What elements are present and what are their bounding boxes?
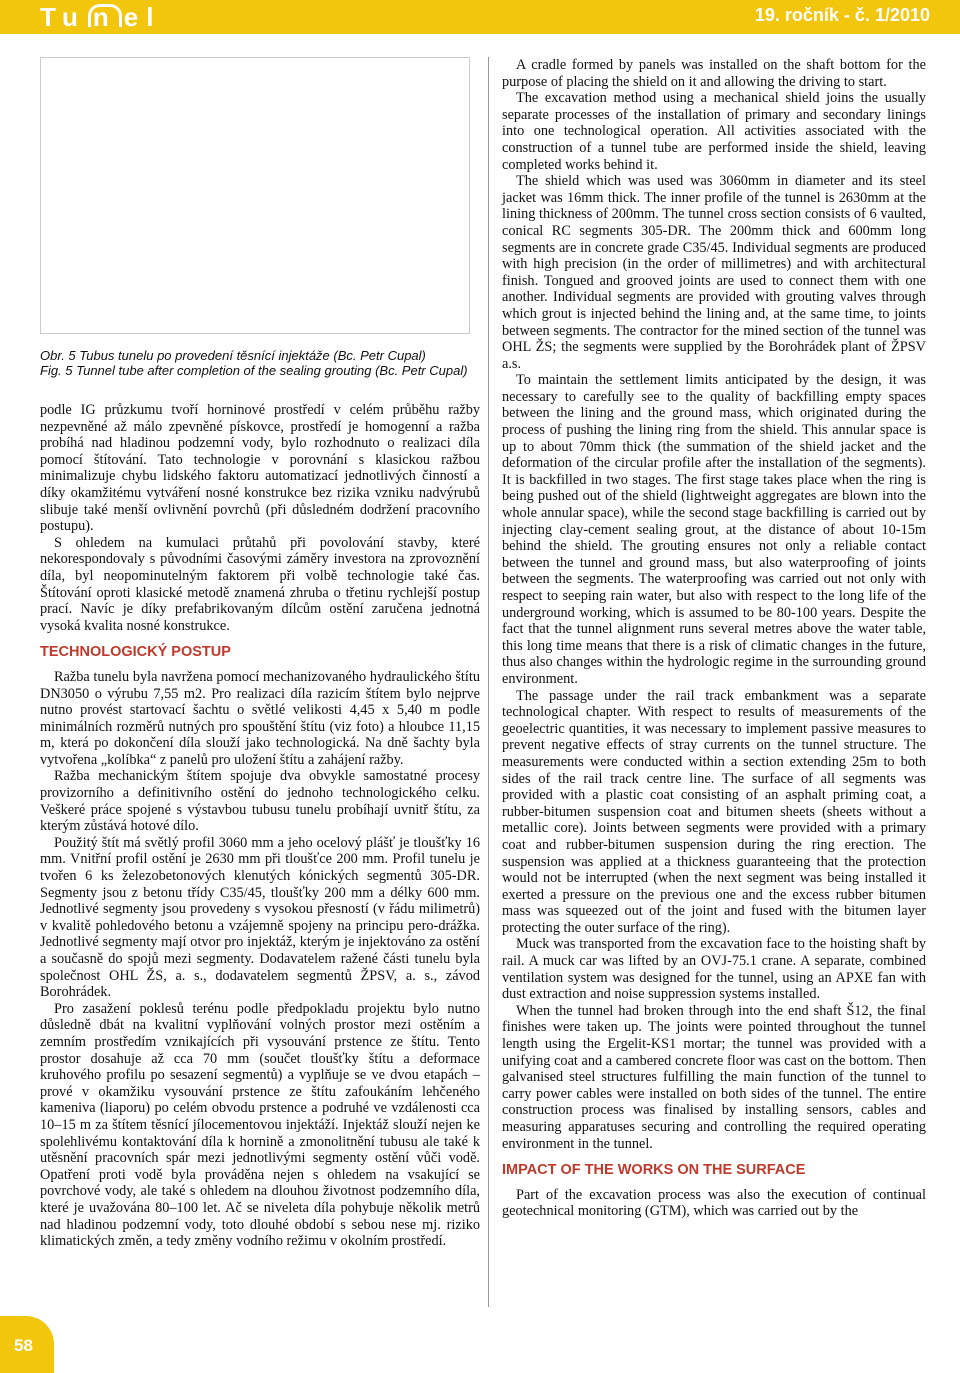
left-column	[40, 402, 480, 1250]
figure-caption	[40, 348, 480, 378]
right-column	[502, 57, 926, 1220]
caption-en: Fig. 5 Tunnel tube after completion of the sealing grouting (Bc. Petr Cupal)	[40, 363, 468, 378]
left-paragraph: podle IG průzkumu tvoří horninové prostředí v celém průběhu ražby nezpevněné až málo zpevněné pískovce, prostředí je homogenní a ražba probíhá nad hladinou podzemní vody, bylo rozhodnuto o realizaci díla pomocí štítování. Tato technologie v porovnání s klasickou ražbou minimalizuje chybu lidského faktoru automatizací jednotlivých činností a díky okamžitému vytváření nosné konstrukce bez rizika vzniku nadvýrubů slibuje také menší ovlivnění povrchů (při důsledném dodržení pracovního postupu).	[40, 402, 480, 535]
issue-label: 19. ročník - č. 1/2010	[754, 5, 930, 25]
right-paragraph: Part of the excavation process was also the execution of continual geotechnical monitoring (GTM), which was carried out by the	[502, 1186, 926, 1220]
right-paragraph: The shield which was used was 3060mm in diameter and its steel jacket was 16mm thick. The inner profile of the tunnel is 2630mm at the lining thickness of 200mm. The tunnel cross section consists of 6 vaulted, conical RC segments 305-DR. The 200mm thick and 600mm long segments are in concrete grade C35/45. Individual segments are produced with high precision (in the order of millimetres) and with architectural finish. Tongued and grooved joints are used to connect them with one another. Individual segments are provided with grouting valves through which grout is injected behind the lining and, at the same time, to joints between segments. The contractor for the mined section of the tunnel was OHL ŽS; the segments were supplied by the Borohrádek plant of ŽPSV a.s.	[502, 173, 926, 372]
left-paragraph: Pro zasažení poklesů terénu podle předpokladu projektu bylo nutno důsledně dbát na kvalitní vyplňování volných prostor mezi ostěním a zemním prostředím vznikajících při vysouvání prstence ze štítu. Tento prostor dosahuje až cca 70 mm (součet tloušťky štítu a deformace kruhového profilu po sesazení segmentů) a vyplňuje se ve dvou etapách – prové v okamžiku vysouvání prstence ze štítu zafoukáním lehčeného kameniva (liaporu) po celém obvodu prstence a podruhé ve vzdálenosti cca 10–15 m za štítem těsnící jílocementovou injektáží. Injektáž slouží nejen ke spolehlivému kontaktování díla k hornině a zmonolitnění tubusu ale také k utěsnění pracovních spár mezi jednotlivými segmenty ostění vůči vodě. Opatření proti vodě byla prováděna nejen s ohledem na vsakující se povrchové vody, ale také s ohledem na dlouhou životnost podzemního díla, které je uvažována 80–100 let. Ač se niveleta díla pohybuje několik metrů nad hladinou podzemní vody, toto dlouhé období s sebou nese mj. riziko klimatických změn, a tedy změny vodního režimu v okolním prostředí.	[40, 1000, 480, 1250]
right-paragraph: A cradle formed by panels was installed on the shaft bottom for the purpose of placing the shield on it and allowing the driving to start.	[502, 57, 926, 90]
left-paragraph: Ražba mechanickým štítem spojuje dva obvykle samostatné procesy provizorního a definitivního ostění do jednoho technologického celku. Veškeré práce spojené s výstavbou tubusu tunelu probíhají uvnitř štítu, za kterým zůstává hotové dílo.	[40, 768, 480, 835]
right-paragraph: Muck was transported from the excavation face to the hoisting shaft by rail. A muck car was lifted by an OVJ-75.1 crane. A separate, combined ventilation system was designed for the tunnel, using an APXE fan with dust extraction and noise suppression systems installed.	[502, 936, 926, 1003]
page-number-tab	[0, 1316, 54, 1373]
column-divider	[488, 57, 489, 1307]
left-paragraph: S ohledem na kumulaci průtahů při povolování stavby, které nekorespondovaly s původními časovými záměry investora na zprovoznění díla, byl neopominutelným faktorem při volbě technologie také čas. Štítování oproti klasické metodě znamená zhruba o třetinu rychlejší postup prací. Navíc je díky prefabrikovaným dílcům ostění zaručena jednotná vysoká kvalita nosné konstrukce.	[40, 534, 480, 634]
section-heading: TECHNOLOGICKÝ POSTUP	[40, 644, 231, 661]
right-paragraph: To maintain the settlement limits anticipated by the design, it was necessary to carefully see to the quality of backfilling empty spaces between the lining and the ground mass, which originated during the process of pushing the lining ring from the shield. This annular space is up to about 70mm thick (the summation of the shield jacket and the deformation of the circular profile after the installation of the segments). It is backfilled in two stages. The first stage takes place when the ring is being pushed out of the shield (lightweight aggregates are blown into the whole annular space), while the second stage backfilling is carried out by injecting clay-cement sealing grout, at the distance of about 10-15m behind the shield. The grouting ensures not only a reliable contact between the tunnel and ground mass, but also waterproofing of joints between the segments. The waterproofing was carried out not only with respect to seeping rain water, but also with respect to the long life of the underground working, which is assumed to be 80-100 years. Despite the fact that the tunnel alignment runs several metres above the water table, this long time means that there is a risk of climatic changes in the future, thus also changes within the hydrologic regime in the surrounding ground environment.	[502, 372, 926, 687]
left-paragraph: Ražba tunelu byla navržena pomocí mechanizovaného hydraulického štítu DN3050 o výrubu 7,55 m2. Pro realizaci díla razicím štítem bylo nejprve nutno provést startovací šachtu o světlé velikosti 4,45 x 5,40 m podle minimálních rozměrů nutných pro spouštění štítu (viz foto) a hloubce 11,15 m, která po dokončení díla slouží jako technologická. Na dně šachty byla vytvořena „kolíbka“ z panelů pro uložení štítu a zahájení ražby.	[40, 668, 480, 768]
section-heading: IMPACT OF THE WORKS ON THE SURFACE	[502, 1162, 806, 1179]
tunel-logo: Tu n el	[40, 2, 162, 32]
page-number: 58	[14, 1336, 33, 1355]
right-paragraph: When the tunnel had broken through into the end shaft Š12, the final finishes were taken up. The joints were pointed throughout the tunnel length using the Ergelit-KS1 mortar; the tunnel was provided with a unifying coat and a cambered concrete floor was cast on the bottom. Then galvanised steel structures fulfilling the main function of the tunnel to carry power cables were installed on both sides of the tunnel. The entire construction process was finalised by installing sensors, cables and measuring apparatuses securing and controlling the required operating environment in the tunnel.	[502, 1002, 926, 1152]
figure-photo	[40, 57, 470, 334]
right-paragraph: The passage under the rail track embankment was a separate technological chapter. With respect to results of measurements of the geoelectric quantities, it was necessary to implement passive measures to prevent negative effects of stray currents on the tunnel structure. The measurements were conducted within a section extending 25m to both sides of the rail track centre line. The surface of all segments was provided with a plastic coat consisting of an asphalt priming coat, a rubber-bitumen suspension coat and bitumen sheets (sheets without a metallic core). Joints between segments were provided with a primary coat and rubber-bitumen suspension during the ring erection. The suspension was applied at a thickness guaranteeing that the protection would not be interrupted (when the next segment was being installed it exerted a pressure on the previous one and the excess rubber bitumen mass was squeezed out of the joint and fused with the bitumen layer protecting the outer surface of the ring).	[502, 687, 926, 936]
left-paragraph: Použitý štít má světlý profil 3060 mm a jeho ocelový plášť je tloušťky 16 mm. Vnitřní profil ostění je 2630 mm při tloušťce 200 mm. Profil tunelu je tvořen 6 ks železobetonových klenutých kónických segmentů 305-DR. Segmenty jsou z betonu třídy C35/45, tloušťky 200 mm a délky 600 mm. Jednotlivé segmenty jsou provedeny s vysokou přesností (v řádu milimetrů) v kvalitě pohledového betonu a vzájemně spojeny na principu pero-drážka. Jednotlivé segmenty mají otvor pro injektáž, kterým je injektováno za ostění a současně do spojů mezi segmenty. Dodavatelem ražené části tunelu byla společnost OHL ŽS, a. s., dodavatelem segmentů ŽPSV, a. s., závod Borohrádek.	[40, 834, 480, 1001]
header-bar	[0, 0, 960, 34]
caption-cz: Obr. 5 Tubus tunelu po provedení těsnící injektáže (Bc. Petr Cupal)	[40, 348, 426, 363]
right-paragraph: The excavation method using a mechanical shield joins the usually separate processes of the installation of primary and secondary linings into one technological operation. All activities associated with the construction of a tunnel tube are performed inside the shield, leaving completed works behind it.	[502, 90, 926, 173]
